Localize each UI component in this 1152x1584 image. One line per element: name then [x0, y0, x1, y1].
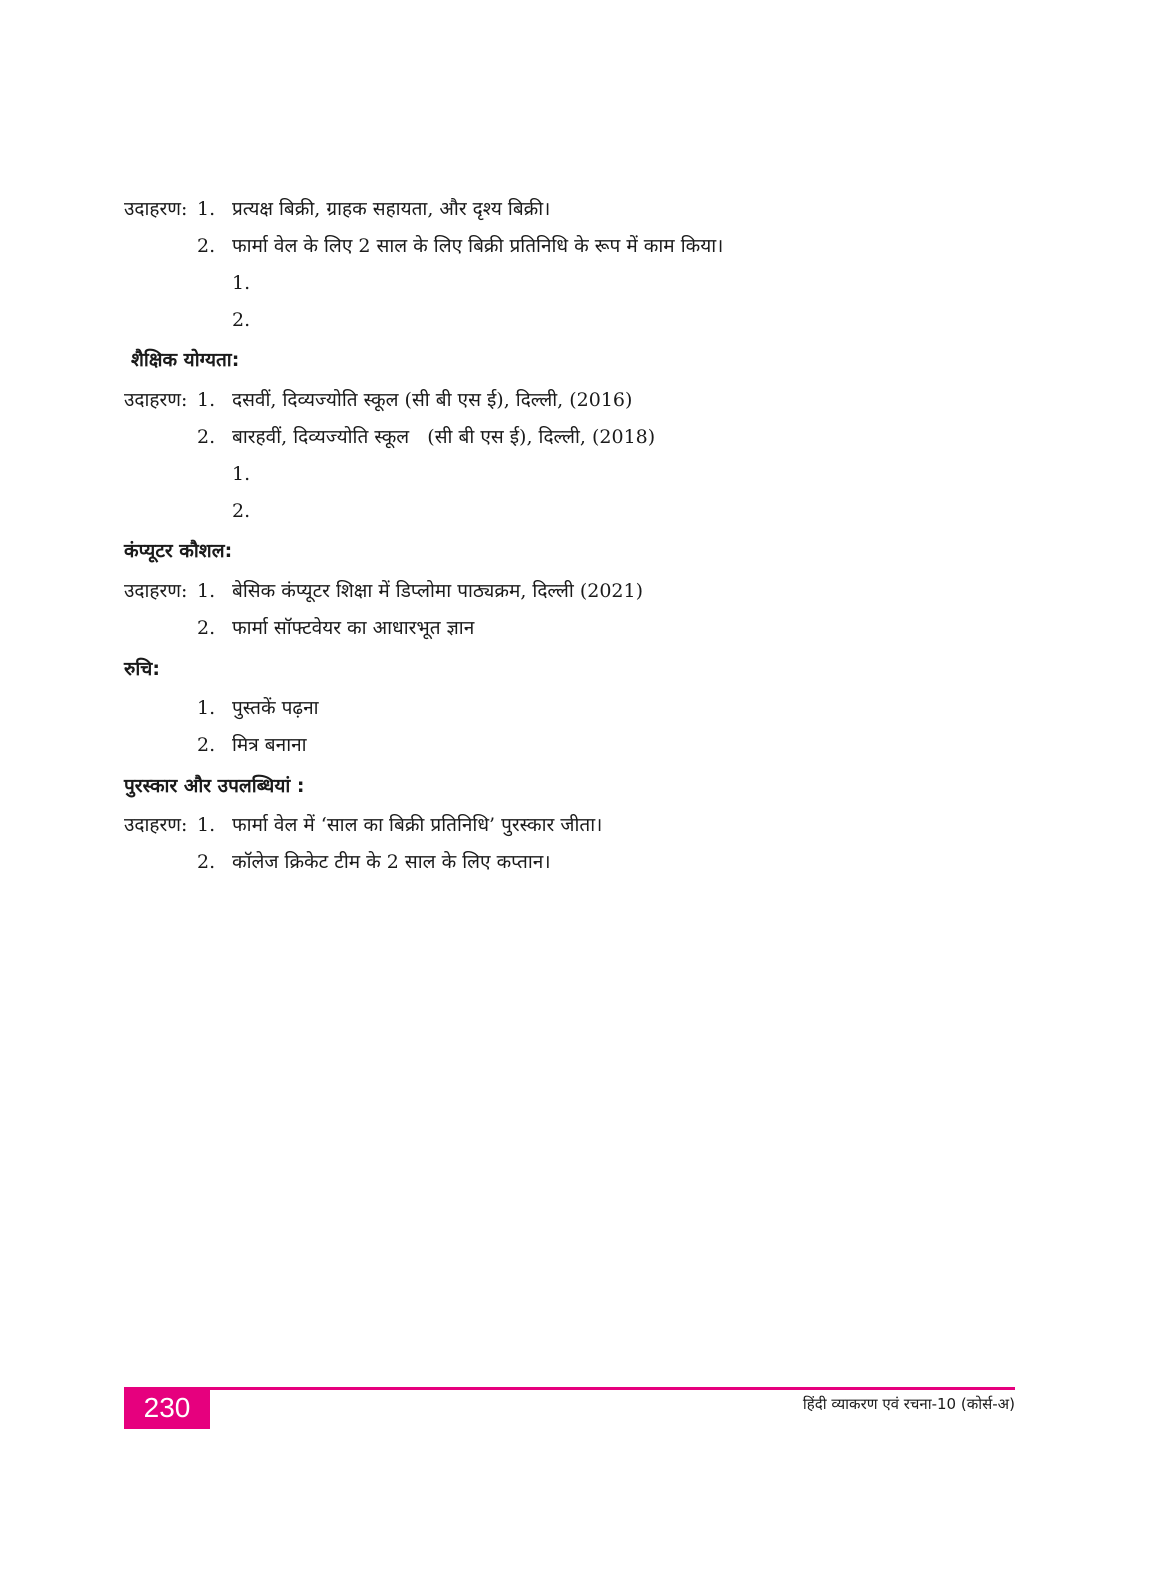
item-text: फार्मा सॉफ्टवेयर का आधारभूत ज्ञान	[232, 617, 475, 639]
item-text: फार्मा वेल में ‘साल का बिक्री प्रतिनिधि’ पुरस्कार जीता।	[232, 814, 603, 836]
example-label: उदाहरण:	[124, 198, 188, 220]
work-blank-1: 1.	[232, 272, 251, 294]
item-number: 1.	[197, 697, 216, 719]
item-text: दसवीं, दिव्यज्योति स्कूल (सी बी एस ई), दिल्ली, (2016)	[232, 389, 633, 411]
item-text: पुस्तकें पढ़ना	[232, 697, 319, 719]
item-text: मित्र बनाना	[232, 734, 307, 756]
interests-heading: रुचि:	[124, 658, 160, 680]
item-text: बेसिक कंप्यूटर शिक्षा में डिप्लोमा पाठ्यक्रम, दिल्ली (2021)	[232, 580, 643, 602]
item-number: 1.	[197, 814, 216, 836]
item-text: कॉलेज क्रिकेट टीम के 2 साल के लिए कप्तान।	[232, 851, 551, 873]
item-number: 2.	[197, 617, 216, 639]
item-text: प्रत्यक्ष बिक्री, ग्राहक सहायता, और दृश्य बिक्री।	[232, 198, 551, 220]
item-number: 2.	[197, 426, 216, 448]
item-number: 1.	[197, 389, 216, 411]
education-heading: शैक्षिक योग्यता:	[131, 349, 240, 371]
item-number: 2.	[197, 851, 216, 873]
footer-rule	[124, 1387, 1015, 1390]
computer-heading: कंप्यूटर कौशल:	[124, 540, 233, 562]
example-label: उदाहरण:	[124, 580, 188, 602]
education-blank-2: 2.	[232, 500, 251, 522]
book-title: हिंदी व्याकरण एवं रचना-10 (कोर्स-अ)	[802, 1395, 1015, 1413]
page-number: 230	[124, 1387, 210, 1429]
work-blank-2: 2.	[232, 309, 251, 331]
example-label: उदाहरण:	[124, 814, 188, 836]
item-number: 2.	[197, 734, 216, 756]
education-blank-1: 1.	[232, 463, 251, 485]
item-number: 1.	[197, 580, 216, 602]
example-label: उदाहरण:	[124, 389, 188, 411]
awards-heading: पुरस्कार और उपलब्धियां :	[124, 775, 305, 797]
item-text: फार्मा वेल के लिए 2 साल के लिए बिक्री प्रतिनिधि के रूप में काम किया।	[232, 235, 724, 257]
item-number: 1.	[197, 198, 216, 220]
item-number: 2.	[197, 235, 216, 257]
item-text: बारहवीं, दिव्यज्योति स्कूल (सी बी एस ई), दिल्ली, (2018)	[232, 426, 656, 448]
